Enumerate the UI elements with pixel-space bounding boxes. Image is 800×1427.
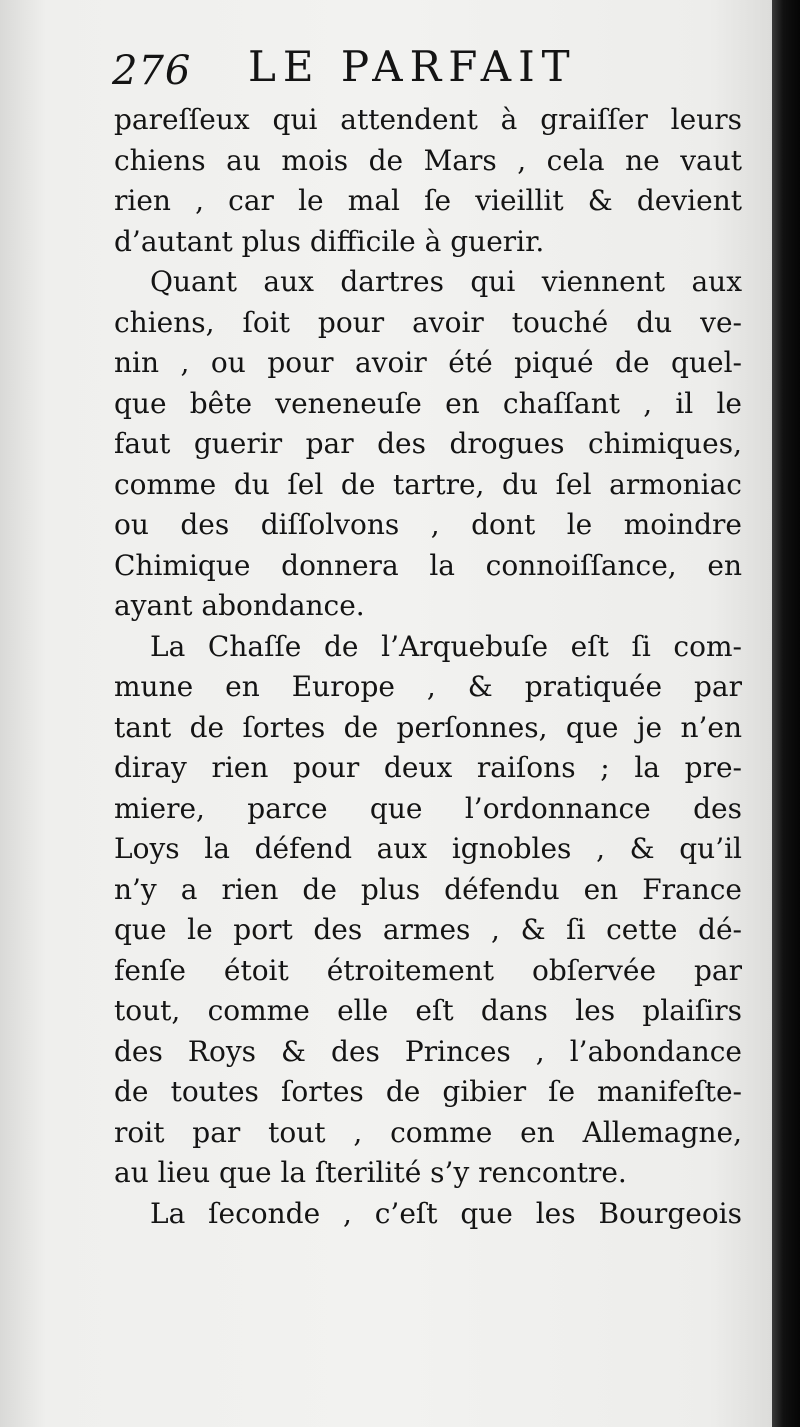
text-line: fenſe étoit étroitement obſervée par — [114, 953, 742, 987]
text-line: des Roys & des Princes , l’abondance — [114, 1034, 742, 1068]
text-line: que bête veneneuſe en chaſſant , il le — [114, 386, 742, 420]
text-line: tout, comme elle eſt dans les plaiſirs — [114, 994, 742, 1027]
page-number: 276 — [112, 48, 192, 94]
running-head: LE PARFAIT — [248, 42, 577, 91]
book-edge-shadow — [772, 0, 800, 1427]
text-line: de toutes ſortes de gibier ſe manifeſte- — [114, 1075, 742, 1108]
text-line: rien , car le mal ſe vieillit & devient — [114, 184, 742, 217]
text-line: ou des diſſolvons , dont le moindre — [114, 508, 742, 541]
text-line: diray rien pour deux raiſons ; la pre- — [114, 751, 742, 784]
text-line: mune en Europe , & pratiquée par — [114, 670, 742, 703]
body-text — [114, 100, 742, 1234]
text-line: n’y a rien de plus défendu en France — [114, 872, 742, 906]
text-line: pareſſeux qui attendent à graiſſer leurs — [114, 103, 742, 136]
text-line: au lieu que la ſterilité s’y rencontre. — [114, 1156, 627, 1189]
text-line: nin , ou pour avoir été piqué de quel- — [114, 346, 742, 379]
text-line: Chimique donnera la connoiſſance, en — [114, 548, 742, 582]
text-line: La Chaſſe de l’Arquebuſe eſt ſi com- — [150, 629, 742, 663]
text-line: chiens, ſoit pour avoir touché du ve- — [114, 305, 742, 339]
text-line: d’autant plus difficile à guerir. — [114, 224, 545, 258]
text-line: ayant abondance. — [114, 589, 365, 622]
text-line: miere, parce que l’ordonnance des — [114, 791, 742, 825]
text-line: comme du ſel de tartre, du ſel armoniac — [114, 467, 742, 501]
text-line: que le port des armes , & ſi cette dé- — [114, 913, 742, 946]
text-line: faut guerir par des drogues chimiques, — [114, 427, 742, 460]
page-header — [112, 40, 732, 100]
text-line: chiens au mois de Mars , cela ne vaut — [114, 143, 742, 177]
text-line: tant de ſortes de perſonnes, que je n’en — [114, 710, 742, 744]
text-line: Quant aux dartres qui viennent aux — [150, 265, 742, 298]
text-line: roit par tout , comme en Allemagne, — [114, 1115, 742, 1149]
text-line: La ſeconde , c’eſt que les Bourgeois — [150, 1196, 742, 1230]
text-line: Loys la défend aux ignobles , & qu’il — [114, 832, 742, 865]
